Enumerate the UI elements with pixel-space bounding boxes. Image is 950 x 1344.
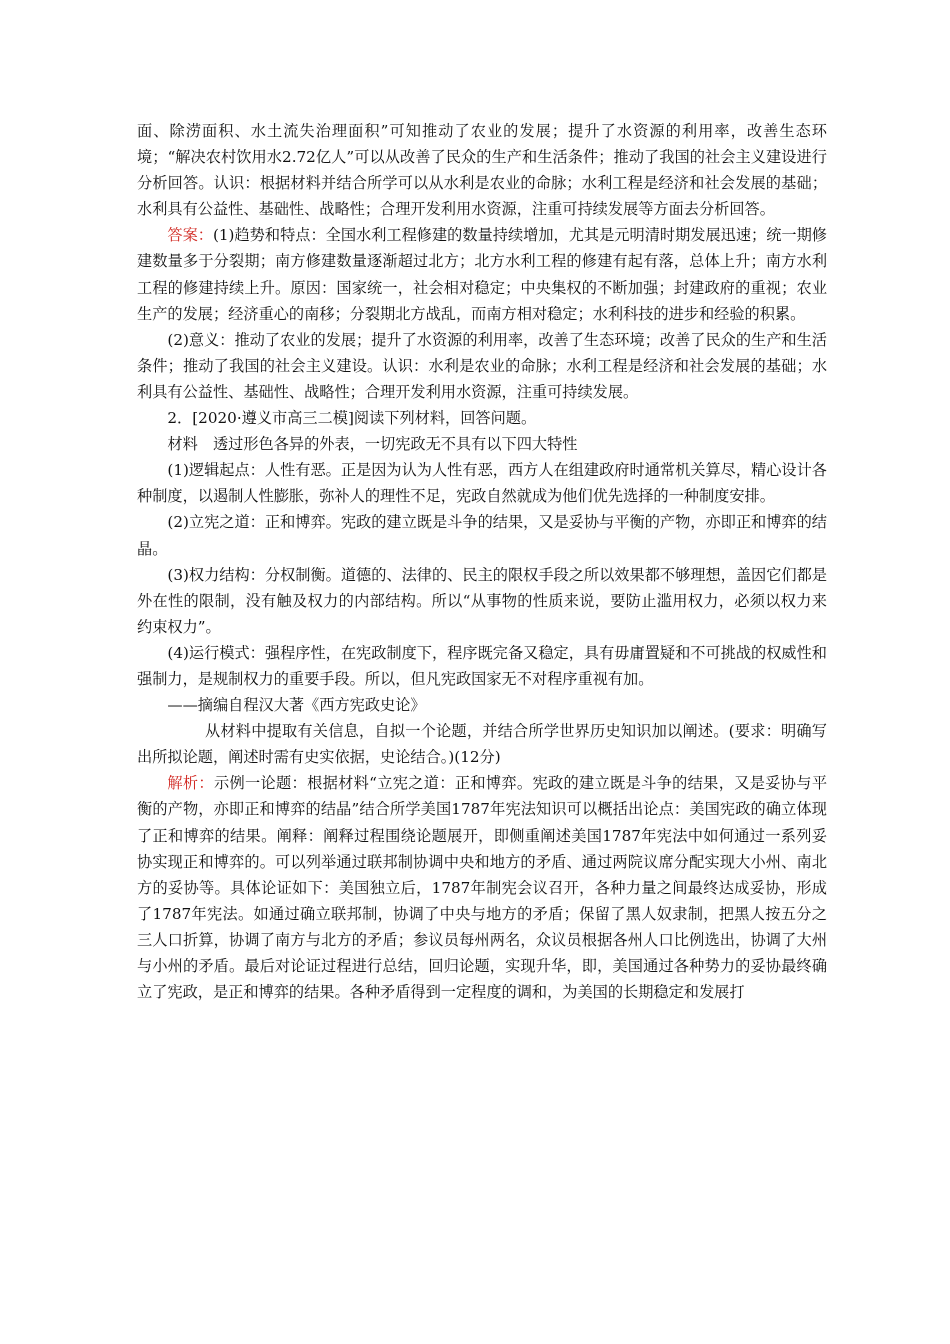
material-intro: 材料 透过形色各异的外表，一切宪政无不具有以下四大特性 — [167, 435, 578, 454]
answer-label: 答案： — [167, 226, 213, 245]
analysis-continuation: 面、除涝面积、水土流失治理面积”可知推动了农业的发展；提升了水资源的利用率，改善生态环境；“解决农村饮用水2.72亿人”可以从改善了民众的生产和生活条件；推动了我国的社会主义建设进行分析回答。认识：根据材料并结合所学可以从水利是农业的命脉；水利工程是经济和社会发展的基础；水利具有公益性、基础性、战略性；合理开发利用水资源，注重可持续发展等方面去分析回答。 — [137, 122, 827, 219]
material-source: ——摘编自程汉大著《西方宪政史论》 — [167, 696, 426, 715]
analysis-paragraph — [137, 770, 827, 1005]
question-2-heading: 2．[2020·遵义市高三二模]阅读下列材料，回答问题。 — [167, 409, 537, 428]
answer-part-1-text: (1)趋势和特点：全国水利工程修建的数量持续增加，尤其是元明清时期发展迅速；统一期修建数量多于分裂期；南方修建数量逐渐超过北方；北方水利工程的修建有起有落，总体上升；南方水利工程的修建持续上升。原因：国家统一，社会相对稳定；中央集权的不断加强；封建政府的重视；农业生产的发展；经济重心的南移；分裂期北方战乱，而南方相对稳定；水利科技的进步和经验的积累。 — [137, 226, 827, 323]
document-page — [137, 118, 827, 1005]
answer-part-1 — [137, 222, 827, 326]
material-point-4: (4)运行模式：强程序性，在宪政制度下，程序既完备又稳定，具有毋庸置疑和不可挑战的权威性和强制力，是规制权力的重要手段。所以，但凡宪政国家无不对程序重视有加。 — [137, 643, 827, 688]
question-task: 从材料中提取有关信息，自拟一个论题，并结合所学世界历史知识加以阐述。(要求：明确写出所拟论题，阐述时需有史实依据，史论结合。)(12分) — [137, 722, 827, 767]
material-point-2: (2)立宪之道：正和博弈。宪政的建立既是斗争的结果，又是妥协与平衡的产物，亦即正和博弈的结晶。 — [137, 513, 827, 558]
material-point-1: (1)逻辑起点：人性有恶。正是因为认为人性有恶，西方人在组建政府时通常机关算尽，精心设计各种制度，以遏制人性膨胀，弥补人的理性不足，宪政自然就成为他们优先选择的一种制度安排。 — [137, 461, 827, 506]
analysis-label: 解析： — [167, 774, 214, 793]
material-point-3: (3)权力结构：分权制衡。道德的、法律的、民主的限权手段之所以效果都不够理想，盖因它们都是外在性的限制，没有触及权力的内部结构。所以“从事物的性质来说，要防止滥用权力，必须以权力来约束权力”。 — [137, 565, 827, 636]
analysis-text: 示例一论题：根据材料“立宪之道：正和博弈。宪政的建立既是斗争的结果，又是妥协与平衡的产物，亦即正和博弈的结晶”结合所学美国1787年宪法知识可以概括出论点：美国宪政的确立体现了正和博弈的结果。阐释：阐释过程围绕论题展开，即侧重阐述美国1787年宪法中如何通过一系列妥协实现正和博弈的。可以列举通过联邦制协调中央和地方的矛盾、通过两院议席分配实现大小州、南北方的妥协等。具体论证如下：美国独立后，1787年制宪会议召开，各种力量之间最终达成妥协，形成了1787年宪法。如通过确立联邦制，协调了中央与地方的矛盾；保留了黑人奴隶制，把黑人按五分之三人口折算，协调了南方与北方的矛盾；参议员每州两名，众议员根据各州人口比例选出，协调了大州与小州的矛盾。最后对论证过程进行总结，回归论题，实现升华，即，美国通过各种势力的妥协最终确立了宪政，是正和博弈的结果。各种矛盾得到一定程度的调和，为美国的长期稳定和发展打 — [137, 774, 828, 1002]
answer-part-2: (2)意义：推动了农业的发展；提升了水资源的利用率，改善了生态环境；改善了民众的生产和生活条件；推动了我国的社会主义建设。认识：水利是农业的命脉；水利工程是经济和社会发展的基础；水利具有公益性、基础性、战略性；合理开发利用水资源，注重可持续发展。 — [137, 330, 827, 401]
